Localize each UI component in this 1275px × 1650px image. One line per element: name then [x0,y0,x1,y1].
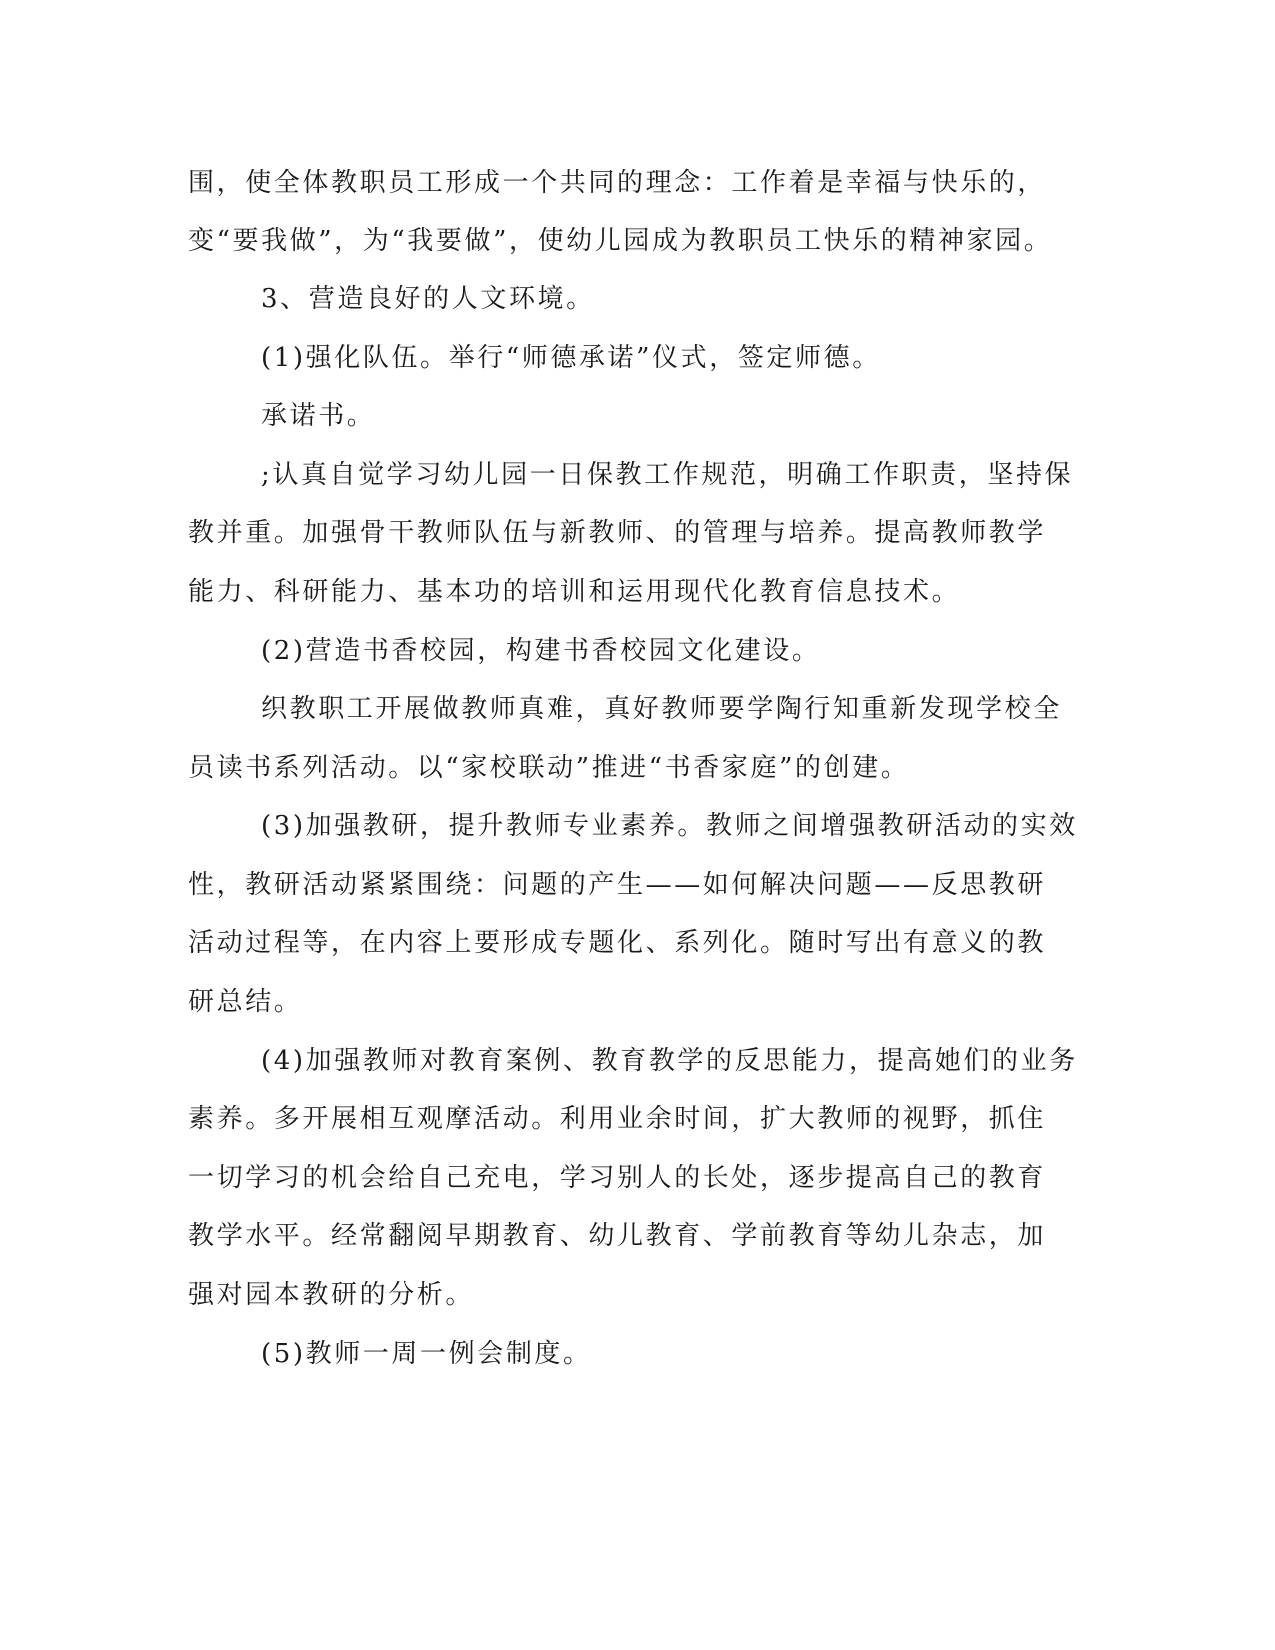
body-text-line: (5)教师一周一例会制度。 [261,1339,592,1369]
body-text-line: 一切学习的机会给自己充电，学习别人的长处，逐步提高自己的教育 [188,1163,1047,1193]
section-heading: 3、营造良好的人文环境。 [261,284,595,314]
body-text-line: 变“要我做”，为“我要做”，使幼儿园成为教职员工快乐的精神家园。 [188,226,1053,256]
body-text-line: 性，教研活动紧紧围绕：问题的产生——如何解决问题——反思教研 [188,870,1047,900]
body-text-line: 织教职工开展做教师真难，真好教师要学陶行知重新发现学校全 [261,694,1062,724]
body-text-line: (2)营造书香校园，构建书香校园文化建设。 [261,636,821,666]
body-text-line: 教并重。加强骨干教师队伍与新教师、的管理与培养。提高教师教学 [188,518,1047,548]
body-text-line: ;认真自觉学习幼儿园一日保教工作规范，明确工作职责，坚持保 [261,460,1074,490]
body-text-line: 围，使全体教职员工形成一个共同的理念：工作着是幸福与快乐的， [188,168,1047,198]
body-text-line: (4)加强教师对教育案例、教育教学的反思能力，提高她们的业务 [261,1046,1078,1076]
body-text-line: 教学水平。经常翻阅早期教育、幼儿教育、学前教育等幼儿杂志，加 [188,1221,1047,1251]
body-text-line: 活动过程等，在内容上要形成专题化、系列化。随时写出有意义的教 [188,928,1047,958]
body-text-line: (3)加强教研，提升教师专业素养。教师之间增强教研活动的实效 [261,811,1078,841]
body-text-line: 强对园本教研的分析。 [188,1280,475,1310]
body-text-line: 承诺书。 [261,401,376,431]
body-text-line: 素养。多开展相互观摩活动。利用业余时间，扩大教师的视野，抓住 [188,1104,1047,1134]
body-text-line: 员读书系列活动。以“家校联动”推进“书香家庭”的创建。 [188,753,910,783]
body-text-line: 能力、科研能力、基本功的培训和运用现代化教育信息技术。 [188,577,961,607]
body-text-line: 研总结。 [188,987,303,1017]
body-text-line: (1)强化队伍。举行“师德承诺”仪式，签定师德。 [261,343,881,373]
